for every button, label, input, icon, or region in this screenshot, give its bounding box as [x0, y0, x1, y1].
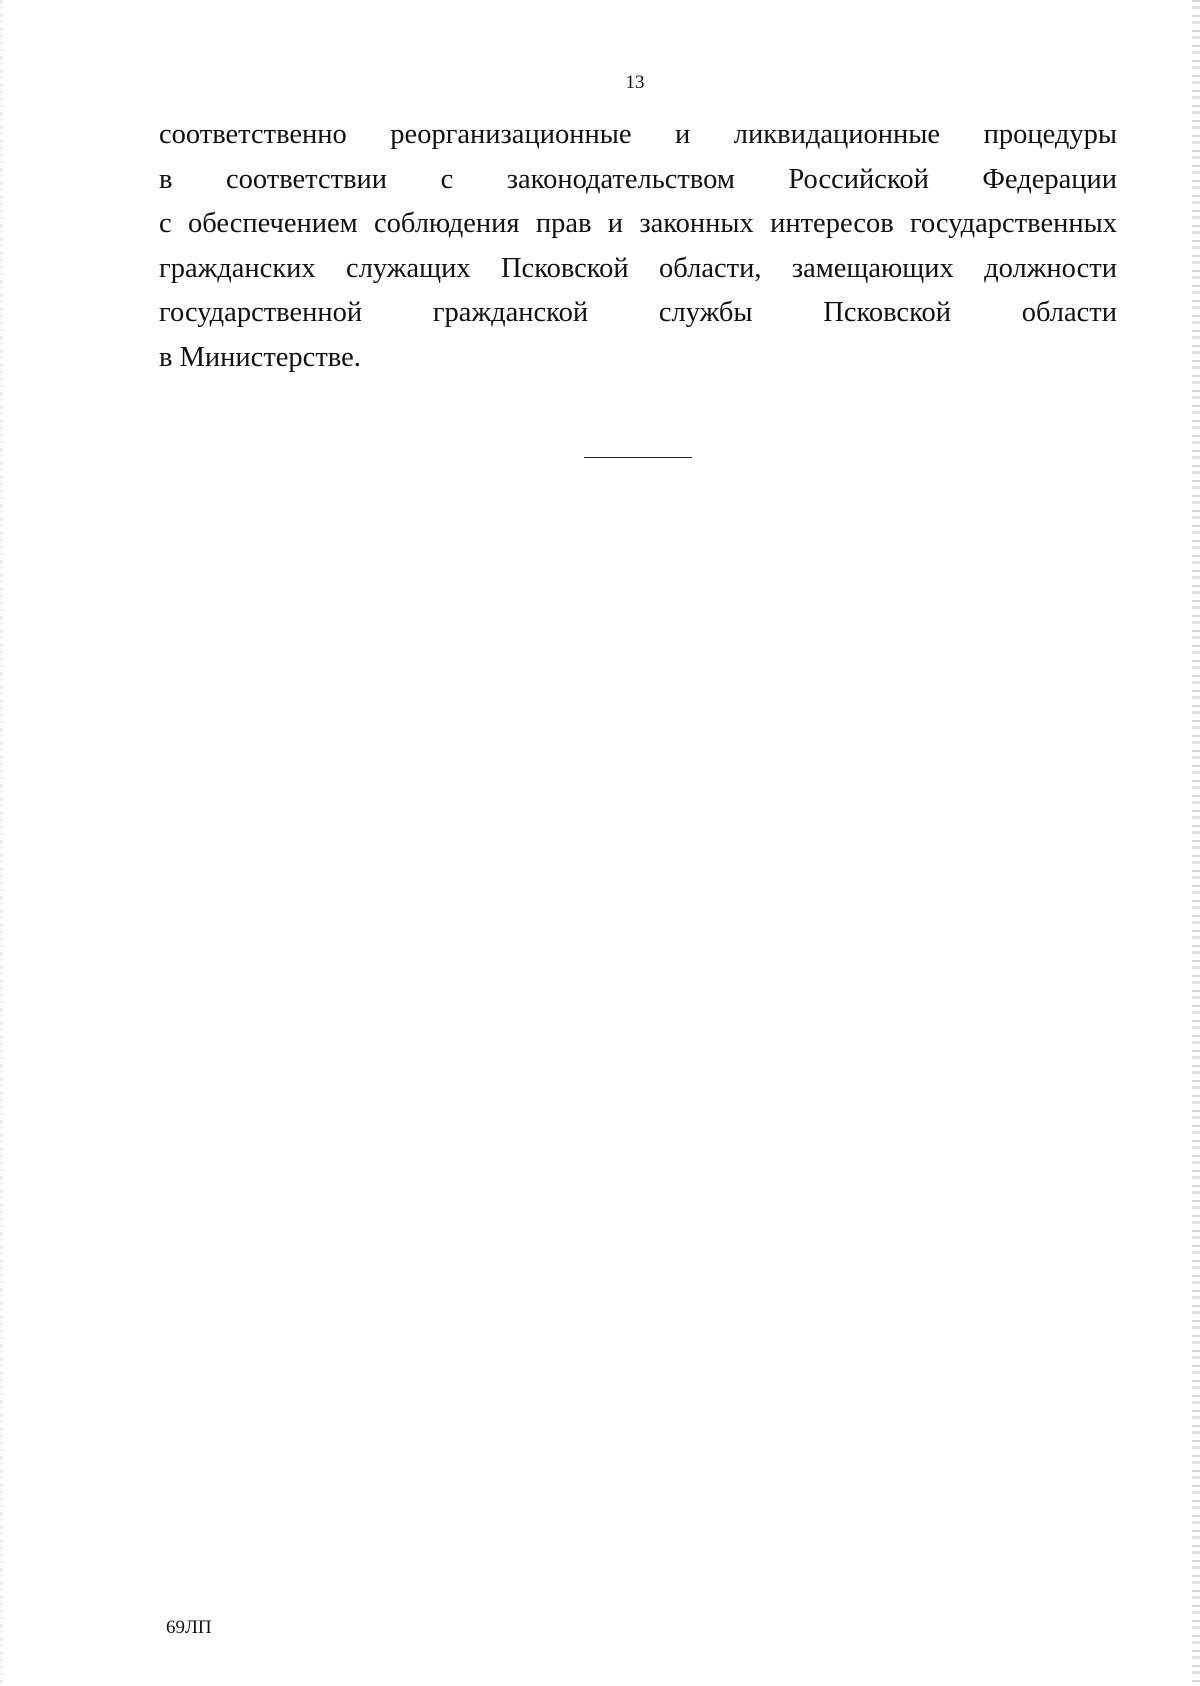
document-code: 69ЛП — [166, 1617, 212, 1638]
scan-edge-left — [0, 0, 3, 1686]
body-line: в соответствии с законодательством Российской Федерации — [159, 163, 1117, 195]
body-line: в Министерстве. — [159, 341, 361, 373]
page-number: 13 — [625, 72, 645, 93]
body-line: государственной гражданской службы Псковской области — [159, 297, 1117, 328]
body-line: с обеспечением соблюдения прав и законных интересов государственных — [159, 208, 1117, 239]
body-line: соответственно реорганизационные и ликвидационные процедуры — [159, 119, 1117, 150]
end-of-text-rule — [584, 457, 692, 458]
scan-edge-right — [1192, 0, 1200, 1686]
body-line: гражданских служащих Псковской области, замещающих должности — [159, 252, 1117, 284]
body-paragraph — [159, 113, 1117, 380]
